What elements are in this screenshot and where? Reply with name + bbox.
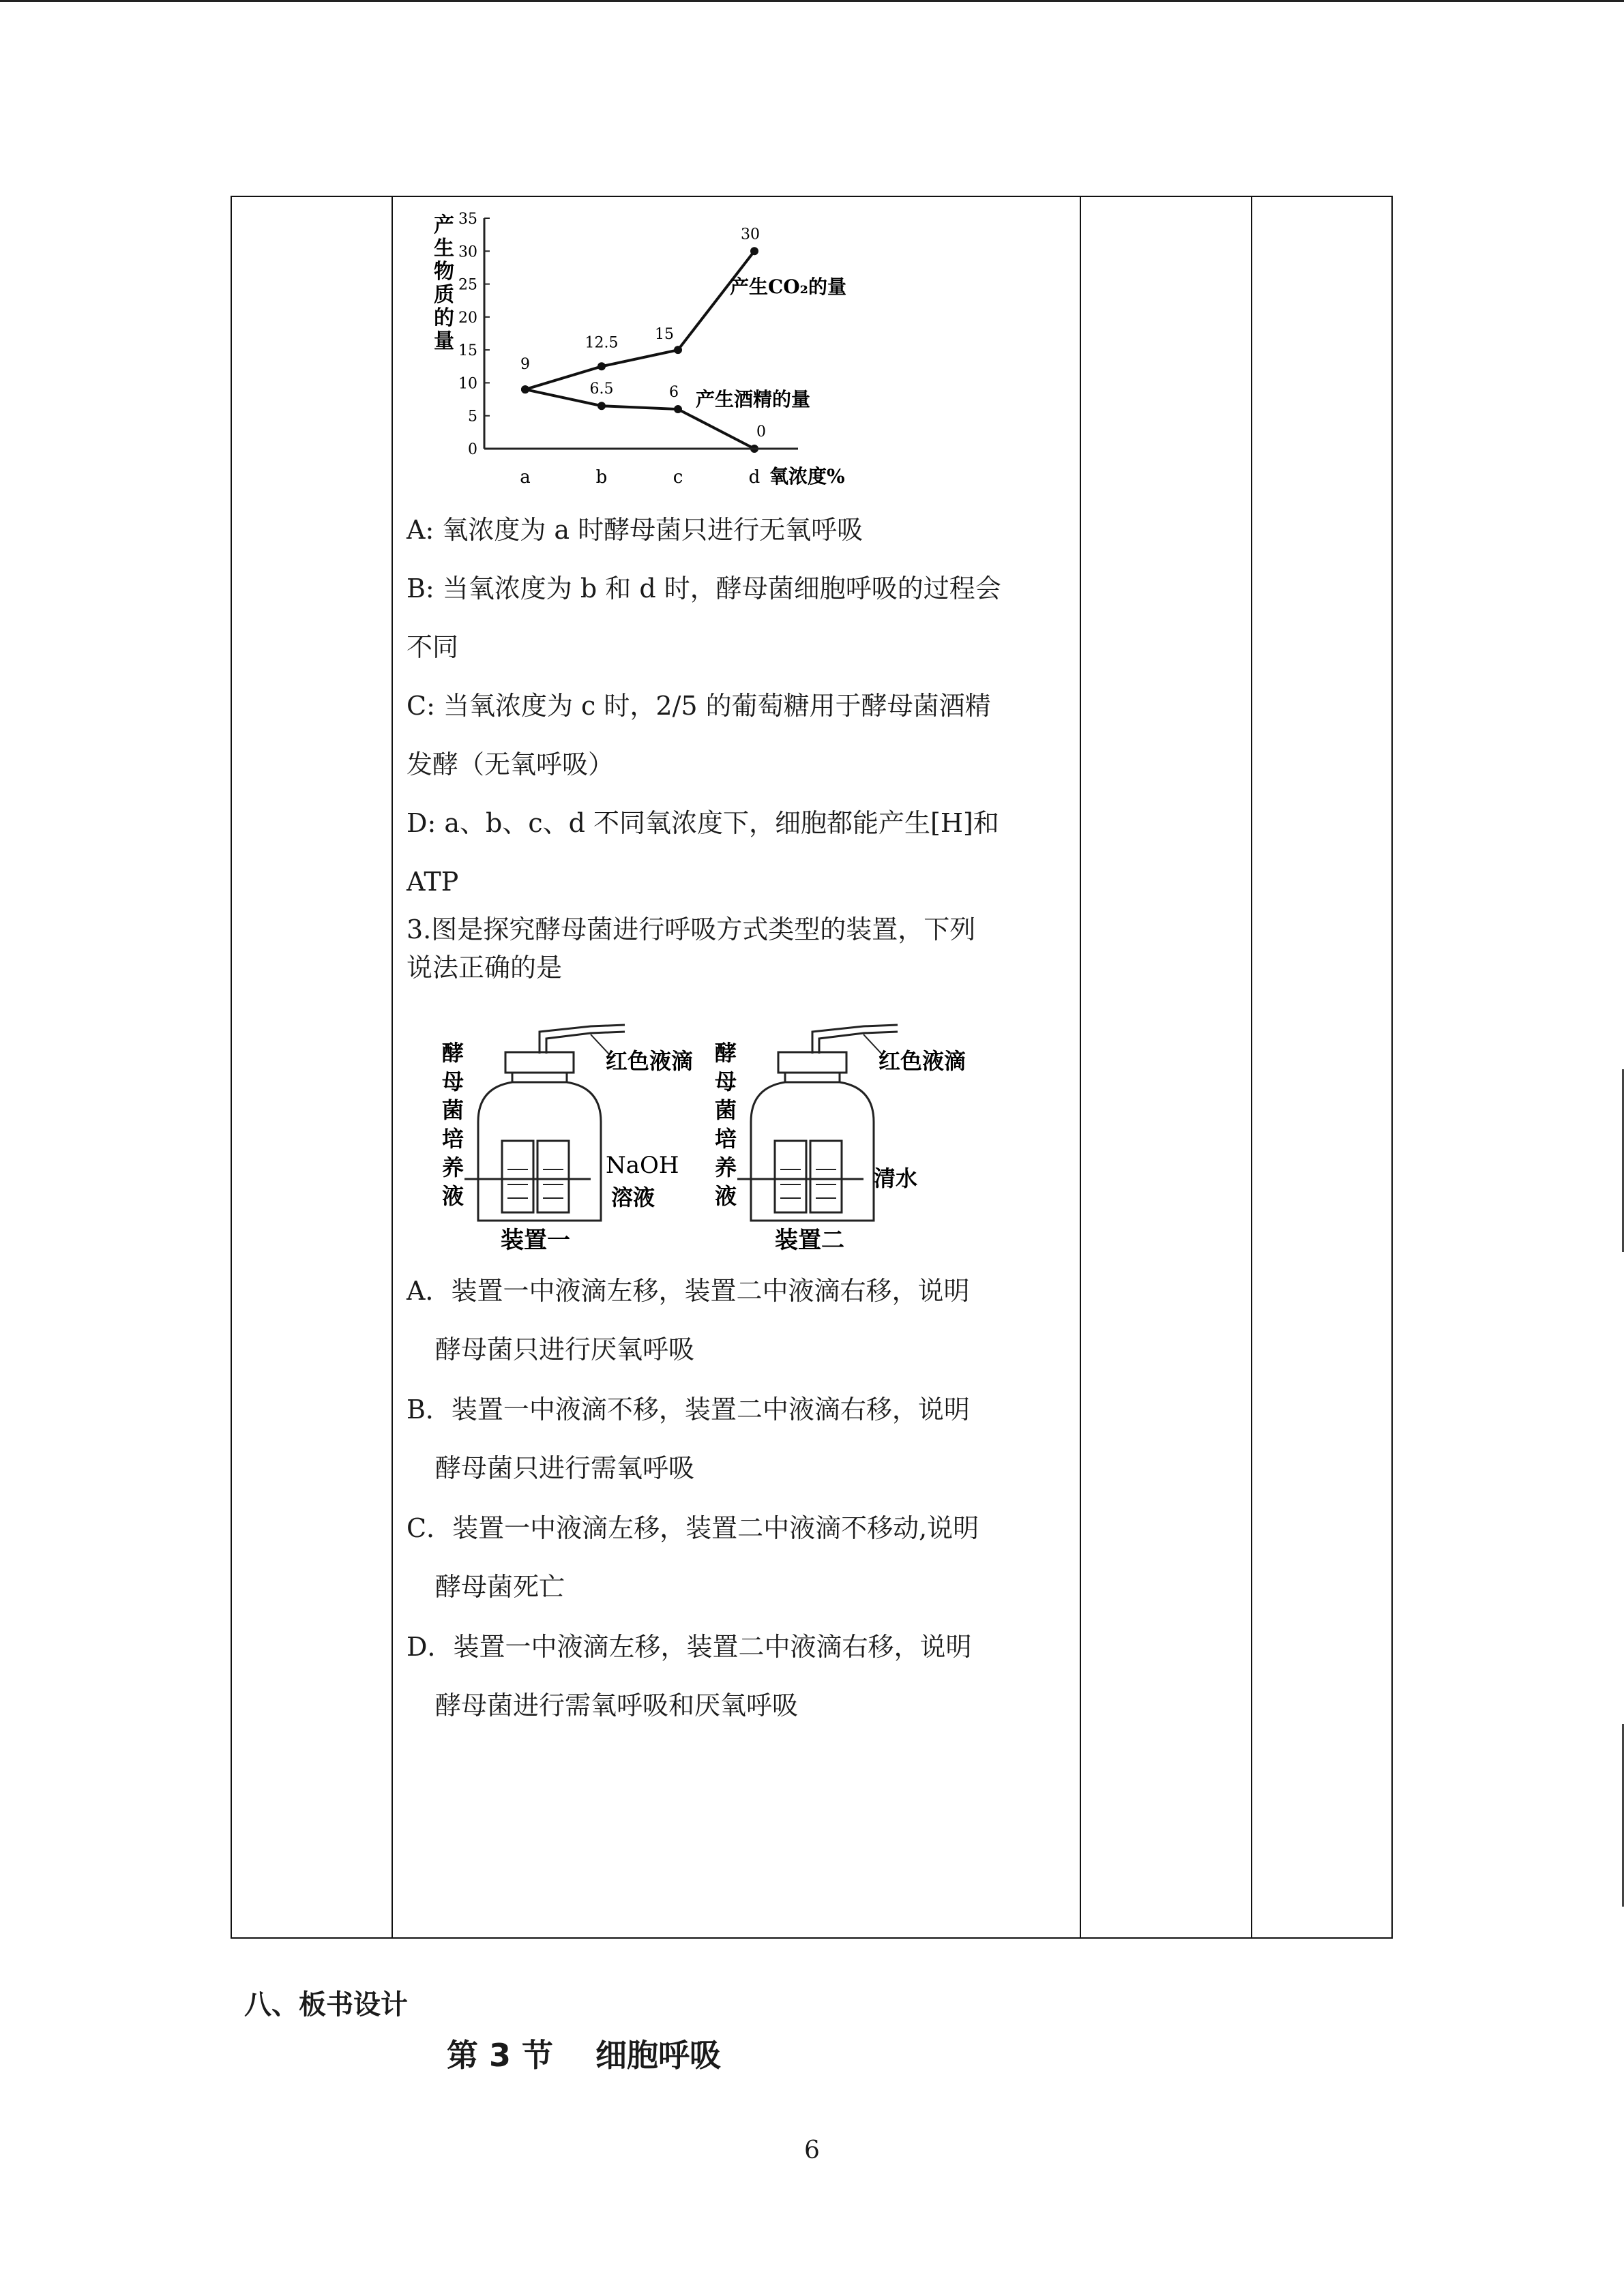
chart-y-label-char: 产 <box>434 213 454 237</box>
table-column-divider <box>1251 196 1252 1939</box>
chart-y-tick-label: 35 <box>458 211 477 228</box>
culture-label-char: 液 <box>442 1183 464 1209</box>
culture-label-char: 养 <box>715 1154 737 1180</box>
section-heading: 八、板书设计 <box>244 1989 408 2021</box>
chart-data-point <box>674 346 682 354</box>
q2-option-c: C: 当氧浓度为 c 时，2/5 的葡萄糖用于酵母菌酒精 <box>407 691 991 721</box>
culture-label-char: 培 <box>715 1126 737 1152</box>
co2-series-label: 产生CO₂的量 <box>730 275 846 298</box>
chart-y-tick-label: 10 <box>458 375 477 393</box>
device-one-label: 装置一 <box>501 1227 570 1254</box>
device-two-label: 装置二 <box>775 1227 844 1254</box>
culture-label-device-two <box>715 1040 737 1209</box>
culture-label-char: 培 <box>442 1126 464 1152</box>
q2-option-c-cont: 发酵（无氧呼吸） <box>407 749 615 779</box>
q3-option-a-cont: 酵母菌只进行厌氧呼吸 <box>435 1335 695 1365</box>
chart-data-point <box>597 402 606 410</box>
chart-y-tick-label: 25 <box>458 276 477 294</box>
q3-option-d-cont: 酵母菌进行需氧呼吸和厌氧呼吸 <box>435 1690 799 1720</box>
chart-x-tick-label: d <box>748 467 761 488</box>
chart-y-label-char: 量 <box>434 329 454 353</box>
chart-data-point <box>597 362 606 370</box>
chart-x-tick-label: c <box>673 467 683 488</box>
device-one-bottle <box>464 1025 625 1221</box>
naoh-label: NaOH <box>606 1152 679 1179</box>
chart-data-label: 12.5 <box>585 334 619 352</box>
chart-data-label: 9 <box>520 356 530 374</box>
chart-y-label-char: 的 <box>434 306 454 330</box>
chart-series-line <box>525 251 754 389</box>
chart-y-axis-label <box>434 213 454 353</box>
culture-label-char: 养 <box>442 1154 464 1180</box>
table-column-divider <box>392 196 393 1939</box>
water-label: 清水 <box>874 1165 918 1191</box>
chart-y-label-char: 质 <box>434 283 454 307</box>
chart-y-label-char: 物 <box>434 260 454 284</box>
red-drop-label: 红色液滴 <box>879 1048 966 1074</box>
q2-option-b: B: 当氧浓度为 b 和 d 时，酵母菌细胞呼吸的过程会 <box>407 573 1001 603</box>
chart-x-tick-label: a <box>520 467 531 488</box>
culture-label-char: 液 <box>715 1183 737 1209</box>
yeast-respiration-apparatus <box>427 1019 966 1254</box>
chart-y-tick-label: 20 <box>458 309 477 327</box>
chart-y-label-char: 生 <box>434 237 454 260</box>
q2-option-b-cont: 不同 <box>407 632 459 662</box>
culture-label-char: 菌 <box>442 1097 464 1123</box>
culture-label-char: 母 <box>715 1069 737 1094</box>
q2-option-a: A: 氧浓度为 a 时酵母菌只进行无氧呼吸 <box>407 515 863 545</box>
chart-y-tick-label: 30 <box>458 243 477 261</box>
chart-data-label: 6.5 <box>589 381 614 398</box>
chart-data-label: 0 <box>756 423 766 441</box>
q3-option-b: B．装置一中液滴不移，装置二中液滴右移，说明 <box>407 1395 970 1425</box>
culture-label-char: 酵 <box>715 1040 737 1066</box>
q3-option-a: A．装置一中液滴左移，装置二中液滴右移，说明 <box>407 1276 970 1306</box>
oxygen-concentration-chart <box>416 205 894 498</box>
page-number: 6 <box>804 2136 820 2164</box>
chart-x-axis-label: 氧浓度% <box>769 465 845 488</box>
q3-stem-cont: 说法正确的是 <box>407 953 563 983</box>
q3-stem: 3.图是探究酵母菌进行呼吸方式类型的装置，下列 <box>407 914 976 944</box>
culture-label-char: 菌 <box>715 1097 737 1123</box>
red-drop-label: 红色液滴 <box>606 1048 694 1074</box>
chart-data-point <box>521 385 529 393</box>
page-top-border <box>0 0 1624 2</box>
culture-label-device-one <box>442 1040 464 1209</box>
chart-data-label: 15 <box>655 326 674 344</box>
q3-option-c-cont: 酵母菌死亡 <box>435 1572 565 1602</box>
q2-option-d: D: a、b、c、d 不同氧浓度下，细胞都能产生[H]和 <box>407 808 999 838</box>
q3-option-d: D．装置一中液滴左移，装置二中液滴右移，说明 <box>407 1632 972 1662</box>
q3-option-c: C．装置一中液滴左移，装置二中液滴不移动,说明 <box>407 1513 979 1543</box>
chart-x-tick-label: b <box>595 467 608 488</box>
culture-label-char: 酵 <box>442 1040 464 1066</box>
chart-data-point <box>750 247 758 255</box>
alcohol-series-label: 产生酒精的量 <box>696 388 811 411</box>
culture-label-char: 母 <box>442 1069 464 1094</box>
chart-y-tick-label: 0 <box>468 441 477 458</box>
q3-option-b-cont: 酵母菌只进行需氧呼吸 <box>435 1453 695 1483</box>
table-column-divider <box>1080 196 1081 1939</box>
board-title: 第 3 节 细胞呼吸 <box>447 2037 722 2074</box>
chart-y-tick-label: 15 <box>458 342 477 360</box>
chart-data-label: 30 <box>741 226 760 243</box>
naoh-solution-label: 溶液 <box>611 1184 655 1210</box>
chart-data-point <box>674 405 682 413</box>
q2-option-d-cont: ATP <box>407 867 459 897</box>
chart-y-tick-label: 5 <box>468 408 477 426</box>
chart-data-label: 6 <box>669 384 679 402</box>
